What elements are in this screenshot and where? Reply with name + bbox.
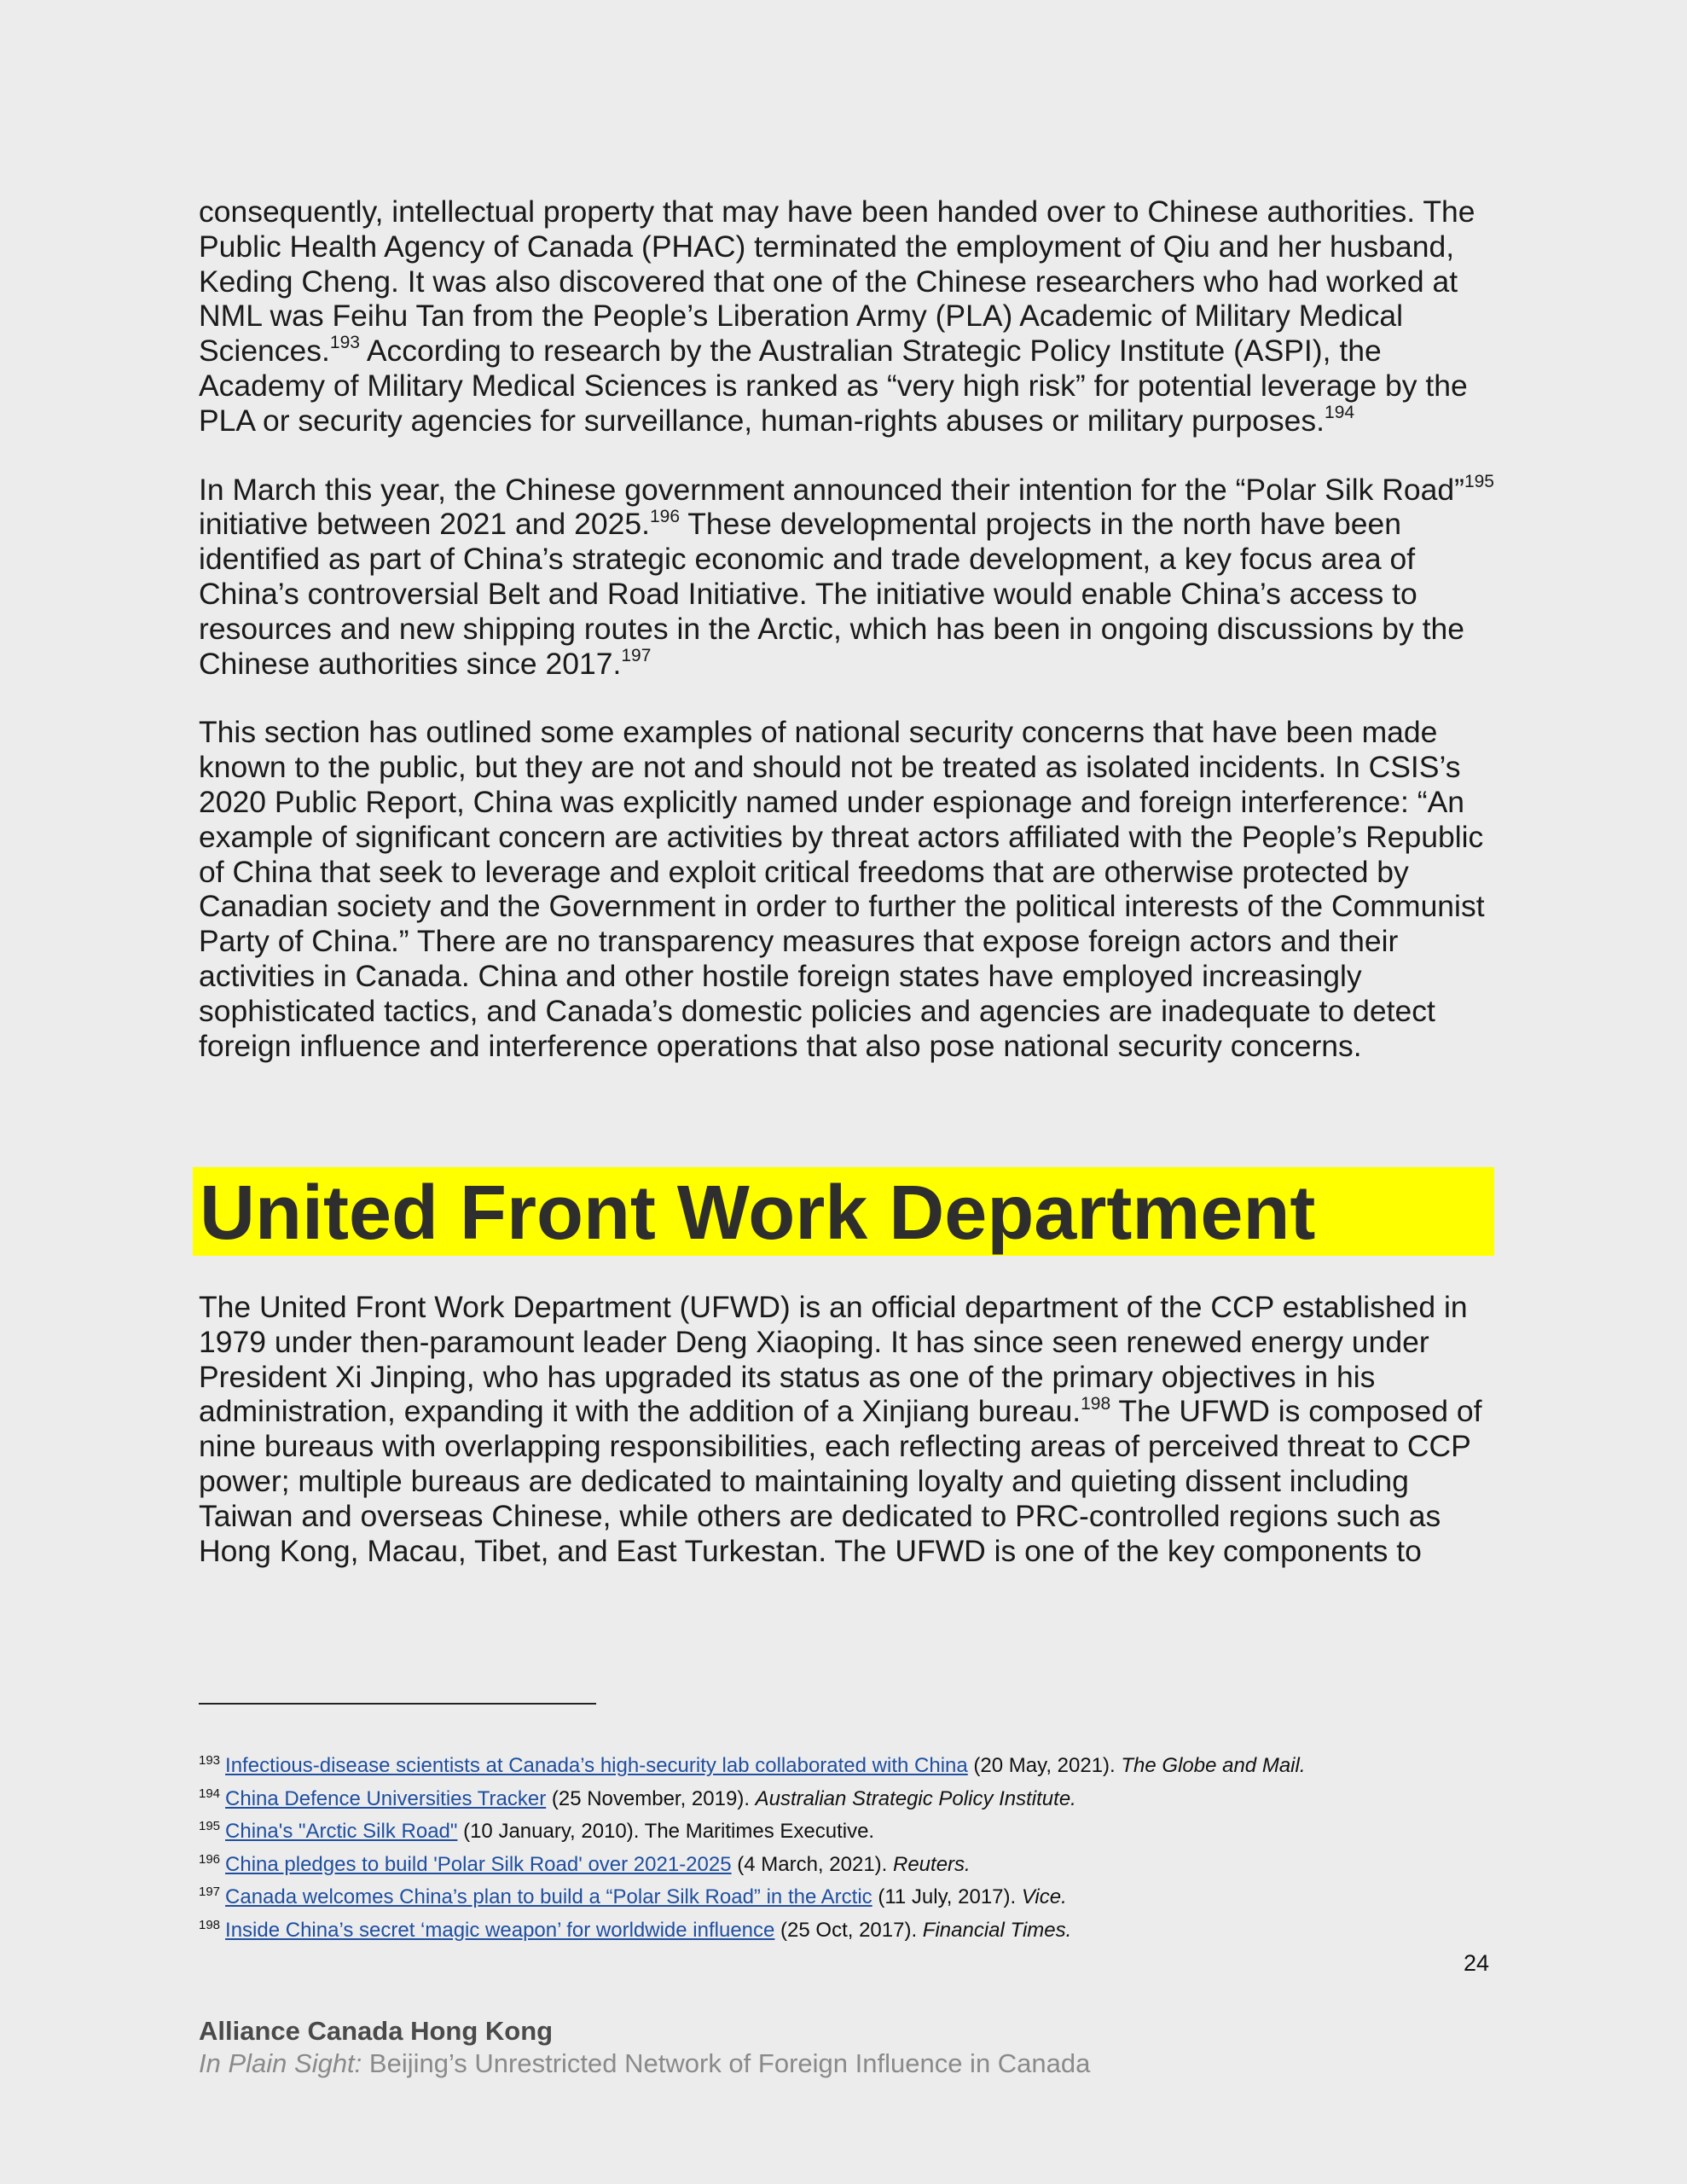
footnote-reference[interactable]: 193 [329, 333, 360, 353]
footnote-number: 193 [199, 1753, 221, 1768]
paragraph-ufwd [199, 1290, 1495, 1568]
paragraph-text: The UFWD is composed of nine bureaus with overlapping responsibilities, each reflecting areas of perceived threat to CCP power; multiple bureaus are dedicated to maintaining loyalty and quieting dissent including Taiwan and overseas Chinese, while others are dedicated to PRC-controlled regions such as Hong Kong, Macau, Tibet, and East Turkestan. The UFWD is one of the key components to [199, 1394, 1482, 1568]
footnote-source: Vice. [1021, 1885, 1067, 1908]
paragraph-text: initiative between 2021 and 2025. [199, 507, 650, 542]
footnote-reference[interactable]: 194 [1325, 402, 1355, 422]
footnote-source: The Globe and Mail. [1121, 1754, 1306, 1777]
footnote-separator [199, 1703, 596, 1705]
page-footer [199, 2015, 1090, 2080]
footnote-link[interactable]: Inside China’s secret ‘magic weapon’ for worldwide influence [225, 1918, 775, 1942]
paragraph-text: consequently, intellectual property that may have been handed over to Chinese authorities. The Public Health Agency of Canada (PHAC) terminated the employment of Qiu and her husband, Keding Cheng. It was also discovered that one of the Chinese researchers who had worked at NML was Feihu Tan from the People’s Liberation Army (PLA) Academic of Military Medical Sciences. [199, 195, 1475, 369]
footnote-number: 198 [199, 1917, 221, 1932]
footnote-date: (4 March, 2021). [731, 1852, 893, 1876]
paragraph-text: These developmental projects in the north have been identified as part of China’s strategic economic and trade development, a key focus area of China’s controversial Belt and Road Initiative. The initiative would enable China’s access to resources and new shipping routes in the Arctic, which has been in ongoing discussions by the Chinese authorities since 2017. [199, 507, 1464, 681]
footer-report-title [199, 2048, 1090, 2080]
footnote-link[interactable]: China pledges to build 'Polar Silk Road' over 2021-2025 [225, 1852, 732, 1876]
footnote-reference[interactable]: 195 [1464, 471, 1494, 491]
footer-title-rest: Beijing’s Unrestricted Network of Foreign Influence in Canada [362, 2048, 1091, 2078]
footnotes-list [199, 1751, 1495, 1948]
footnote-date: (10 January, 2010). [457, 1820, 645, 1843]
footnote-item [199, 1784, 1495, 1817]
body-text-ufwd [199, 1290, 1495, 1568]
footnote-link[interactable]: Infectious-disease scientists at Canada’s high-security lab collaborated with China [225, 1754, 968, 1777]
footnote-reference[interactable]: 198 [1081, 1393, 1111, 1414]
body-text-top [199, 195, 1495, 1063]
footer-title-italic: In Plain Sight: [199, 2048, 362, 2078]
footnote-date: (20 May, 2021). [967, 1754, 1122, 1777]
paragraph-text: According to research by the Australian Strategic Policy Institute (ASPI), the Academy of Military Medical Sciences is ranked as “very high risk” for potential leverage by the PLA or security agencies for surveillance, human-rights abuses or military purposes. [199, 334, 1468, 438]
footnote-link[interactable]: Canada welcomes China’s plan to build a “Polar Silk Road” in the Arctic [225, 1885, 872, 1908]
footnote-source: Financial Times. [922, 1918, 1072, 1942]
footnote-item [199, 1816, 1495, 1850]
footnote-number: 196 [199, 1851, 221, 1867]
footnote-date: (25 Oct, 2017). [774, 1918, 923, 1942]
paragraph-text: The United Front Work Department (UFWD) is an official department of the CCP established in 1979 under then-paramount leader Deng Xiaoping. It has since seen renewed energy under President Xi Jinping, who has upgraded its status as one of the primary objectives in his administration, expanding it with the addition of a Xinjiang bureau. [199, 1290, 1468, 1429]
footnote-source: Reuters. [893, 1852, 971, 1876]
footnote-source: Australian Strategic Policy Institute. [755, 1786, 1076, 1810]
footnote-number: 194 [199, 1786, 221, 1801]
footnote-item [199, 1882, 1495, 1915]
paragraph-polar-silk-road [199, 473, 1495, 682]
footnote-item [199, 1850, 1495, 1883]
footnote-item [199, 1915, 1495, 1949]
footnote-number: 197 [199, 1885, 221, 1899]
paragraph-nml [199, 195, 1495, 439]
paragraph-text: In March this year, the Chinese government announced their intention for the “Polar Silk Road” [199, 472, 1464, 507]
footnote-reference[interactable]: 197 [621, 645, 652, 665]
section-heading-highlight [193, 1167, 1494, 1256]
section-heading: United Front Work Department [200, 1170, 1316, 1256]
page-number: 24 [1463, 1950, 1489, 1976]
footnote-reference[interactable]: 196 [649, 506, 681, 526]
footnote-number: 195 [199, 1819, 221, 1833]
footnote-date: (11 July, 2017). [872, 1885, 1022, 1908]
footnote-item [199, 1751, 1495, 1784]
paragraph-text: This section has outlined some examples of national security concerns that have been made known to the public, but they are not and should not be treated as isolated incidents. In CSIS’s 2020 Public Report, China was explicitly named under espionage and foreign interference: “An example of significant concern are activities by threat actors affiliated with the People’s Republic of China that seek to leverage and exploit critical freedoms that are otherwise protected by Canadian society and the Government in order to further the political interests of the Communist Party of China.” There are no transparency measures that expose foreign actors and their activities in Canada. China and other hostile foreign states have employed increasingly sophisticated tactics, and Canada’s domestic policies and agencies are inadequate to detect foreign influence and interference operations that also pose national security concerns. [199, 715, 1485, 1063]
footnote-link[interactable]: China Defence Universities Tracker [225, 1786, 547, 1810]
footnote-date: (25 November, 2019). [546, 1786, 756, 1810]
footnote-link[interactable]: China's "Arctic Silk Road" [225, 1820, 458, 1843]
footnote-source: The Maritimes Executive. [644, 1820, 875, 1843]
paragraph-csis-report [199, 715, 1495, 1063]
footer-organization: Alliance Canada Hong Kong [199, 2016, 554, 2046]
